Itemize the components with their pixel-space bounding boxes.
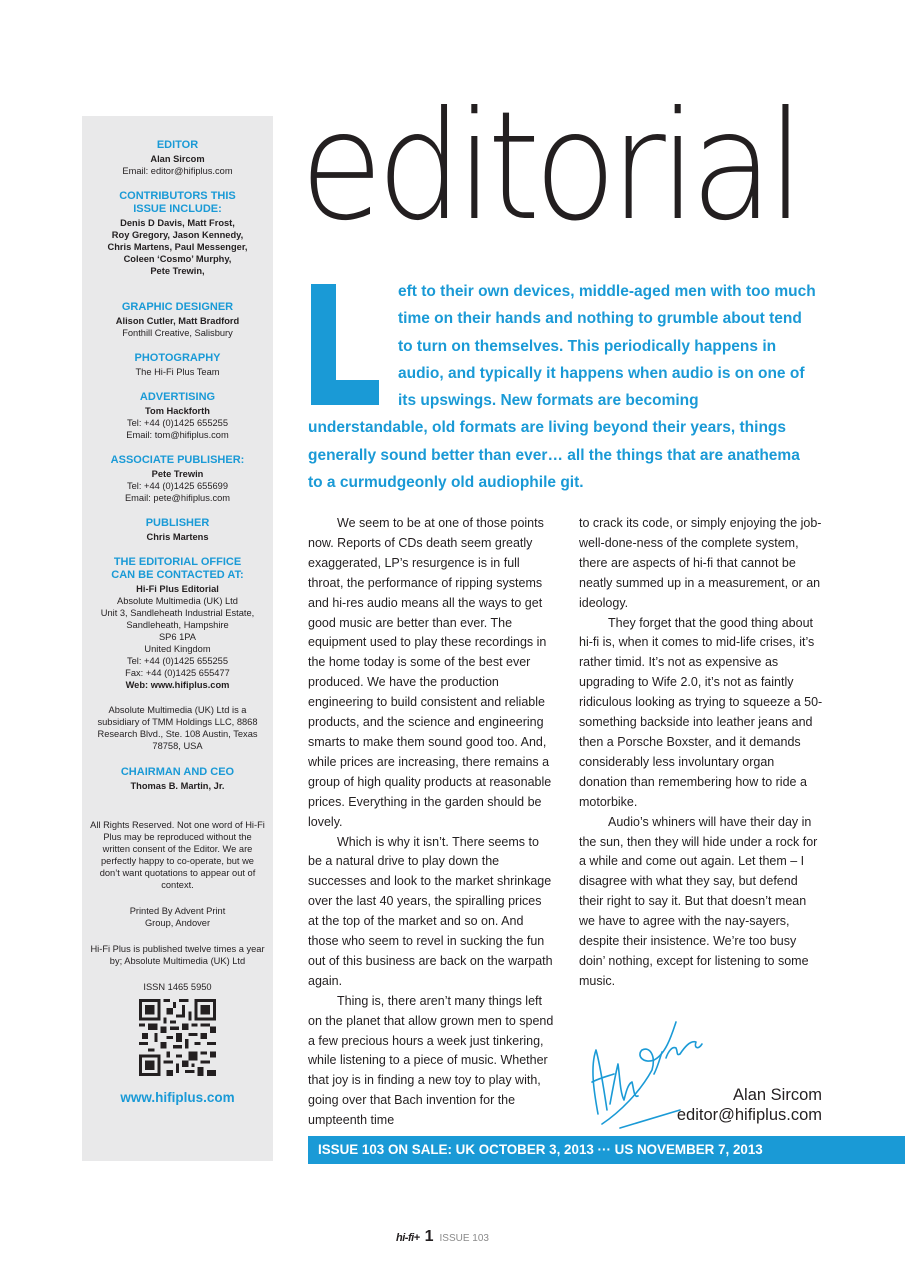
printer-note: Printed By Advent Print Group, Andover xyxy=(129,906,226,928)
rights-notice: All Rights Reserved. Not one word of Hi-Fi Plus may be reproduced without the written consent of the Editor. We are perfectly happy to co-operate, but we don’t want quotations to appear out of context. xyxy=(90,820,265,890)
masthead-line: Tom Hackforth xyxy=(145,406,210,416)
masthead-section xyxy=(82,391,273,441)
chairman-section xyxy=(82,766,273,792)
masthead-heading: CONTRIBUTORS THIS ISSUE INCLUDE: xyxy=(119,190,236,215)
masthead-section xyxy=(82,301,273,339)
masthead-line: SP6 1PA xyxy=(158,632,197,642)
masthead-heading: ADVERTISING xyxy=(139,391,216,403)
masthead-section xyxy=(82,454,273,504)
masthead-section xyxy=(82,139,273,177)
issue-on-sale-banner: ISSUE 103 ON SALE: UK OCTOBER 3, 2013 ··· US NOVEMBER 7, 2013 xyxy=(308,1136,905,1164)
masthead-heading: ASSOCIATE PUBLISHER: xyxy=(110,454,245,466)
masthead-line: Tel: +44 (0)1425 655255 xyxy=(126,418,229,428)
masthead-line: Coleen ‘Cosmo’ Murphy, xyxy=(123,254,232,264)
body-paragraph: Thing is, there aren’t many things left on the planet that allow grown men to spend a few precious hours a week just tinkering, while listening to a piece of music. Whether that joy is in finding a new toy to play with, going over that Bach invention for the umpteenth time xyxy=(308,993,554,1128)
masthead-sections xyxy=(82,139,273,691)
body-column-right xyxy=(579,514,825,992)
masthead-line: Tel: +44 (0)1425 655699 xyxy=(126,481,229,491)
masthead-heading: EDITOR xyxy=(156,139,199,151)
author-email[interactable]: editor@hifiplus.com xyxy=(676,1106,822,1124)
intro-text: eft to their own devices, middle-aged men with too much time on their hands and nothing to grumble about tend to turn on themselves. This periodically happens in audio, and typically it happens when audio is on one of its upswings. New formats are becoming understandable, old formats are living beyond their years, things generally sound better than ever… all the things that are anathema to a curmudgeonly old audiophile git. xyxy=(308,283,816,492)
masthead-line: Unit 3, Sandleheath Industrial Estate, xyxy=(100,608,255,618)
subsidiary-note: Absolute Multimedia (UK) Ltd is a subsidiary of TMM Holdings LLC, 8868 Research Blvd., Ste. 108 Austin, Texas 78758, USA xyxy=(97,705,258,751)
masthead-line: Email: editor@hifiplus.com xyxy=(122,166,233,176)
body-paragraph: Which is why it isn’t. There seems to be a natural drive to play down the successes and look to the market shrinkage over the last 40 years, the spiralling prices at the top of the market and so on. And those who seem to revel in sucking the fun out of this business are back on the warpath again. xyxy=(308,834,553,988)
masthead-line: Denis D Davis, Matt Frost, xyxy=(120,218,235,228)
masthead-line: Chris Martens xyxy=(146,532,209,542)
masthead-section xyxy=(82,556,273,691)
chairman-name: Thomas B. Martin, Jr. xyxy=(130,781,225,791)
masthead-heading: THE EDITORIAL OFFICE CAN BE CONTACTED AT: xyxy=(111,556,244,581)
masthead-line: Alan Sircom xyxy=(150,154,205,164)
masthead-line: Pete Trewin xyxy=(151,469,204,479)
hifiplus-logo: hi-fi+ xyxy=(396,1232,420,1244)
body-paragraph: We seem to be at one of those points now. Reports of CDs death seem greatly exaggerated, LP’s resurgence is in full throat, the performance of ripping systems and hi-res audio means all the ways to get good music are better than ever. The equipment used to play these recordings in the home today is some of the best ever produced. We have the production engineering to build consistent and reliable products, and the science and engineering smarts to make them sound good too. And, while prices are increasing, there remains a group of high quality products at reasonable prices. Everything in the garden should be lovely. xyxy=(308,516,552,829)
masthead-line: Email: pete@hifiplus.com xyxy=(124,493,231,503)
masthead-line: Fax: +44 (0)1425 655477 xyxy=(125,668,230,678)
page-footer xyxy=(396,1228,489,1246)
signature-block xyxy=(677,1085,822,1125)
masthead-line: Web: www.hifiplus.com xyxy=(125,680,230,690)
masthead-line: Pete Trewin, xyxy=(150,266,205,276)
masthead-line: Absolute Multimedia (UK) Ltd xyxy=(117,596,238,606)
masthead-line: Sandleheath, Hampshire xyxy=(126,620,229,630)
body-paragraph: They forget that the good thing about hi-fi is, when it comes to mid-life crises, it’s rather timid. It’s not as expensive as upgrading to Wife 2.0, it’s not as faintly ridiculous looking as trying to squeeze a 50-something backside into leather jeans and then a Porsche Boxster, and it demands considerably less involuntary organ donation than remembering how to ride a motorbike. xyxy=(579,615,823,809)
author-name: Alan Sircom xyxy=(733,1086,822,1104)
masthead-line: Chris Martens, Paul Messenger, xyxy=(107,242,248,252)
masthead-sidebar xyxy=(82,116,273,1161)
website-link[interactable]: www.hifiplus.com xyxy=(120,1090,235,1105)
issn: ISSN 1465 5950 xyxy=(143,982,212,992)
masthead-heading: PUBLISHER xyxy=(145,517,210,529)
body-column-left xyxy=(308,514,554,1131)
body-paragraph: Audio’s whiners will have their day in the sun, then they will hide under a rock for a while and come out again. Let them – I disagree with what they say, but defend their right to say it. But that doesn’t mean we have to agree with the nay-sayers, despite their insistence. We’re too busy doin’ nothing, except for listening to some music. xyxy=(579,814,818,988)
masthead-heading: PHOTOGRAPHY xyxy=(134,352,221,364)
masthead-line: The Hi-Fi Plus Team xyxy=(135,367,220,377)
masthead-line: Roy Gregory, Jason Kennedy, xyxy=(111,230,244,240)
masthead-section xyxy=(82,352,273,378)
masthead-line: Fonthill Creative, Salisbury xyxy=(122,328,233,338)
masthead-line: Tel: +44 (0)1425 655255 xyxy=(126,656,229,666)
masthead-heading: GRAPHIC DESIGNER xyxy=(121,301,234,313)
page-title: editorial xyxy=(300,80,799,254)
page-number: 1 xyxy=(424,1228,434,1245)
intro-paragraph xyxy=(308,278,818,496)
masthead-line: Alison Cutler, Matt Bradford xyxy=(115,316,240,326)
chairman-heading: CHAIRMAN AND CEO xyxy=(120,766,235,778)
masthead-line: Hi-Fi Plus Editorial xyxy=(136,584,219,594)
masthead-section xyxy=(82,190,273,277)
qr-code-icon[interactable] xyxy=(139,999,216,1076)
publication-note: Hi-Fi Plus is published twelve times a year by; Absolute Multimedia (UK) Ltd xyxy=(90,944,265,966)
masthead-line: Email: tom@hifiplus.com xyxy=(126,430,229,440)
masthead-section xyxy=(82,517,273,543)
issue-label: ISSUE 103 xyxy=(439,1233,489,1244)
body-paragraph: to crack its code, or simply enjoying the job-well-done-ness of the complete system, there are aspects of hi-fi that cannot be neatly summed up in a measurement, or an ideology. xyxy=(579,516,822,610)
masthead-line: United Kingdom xyxy=(144,644,211,654)
